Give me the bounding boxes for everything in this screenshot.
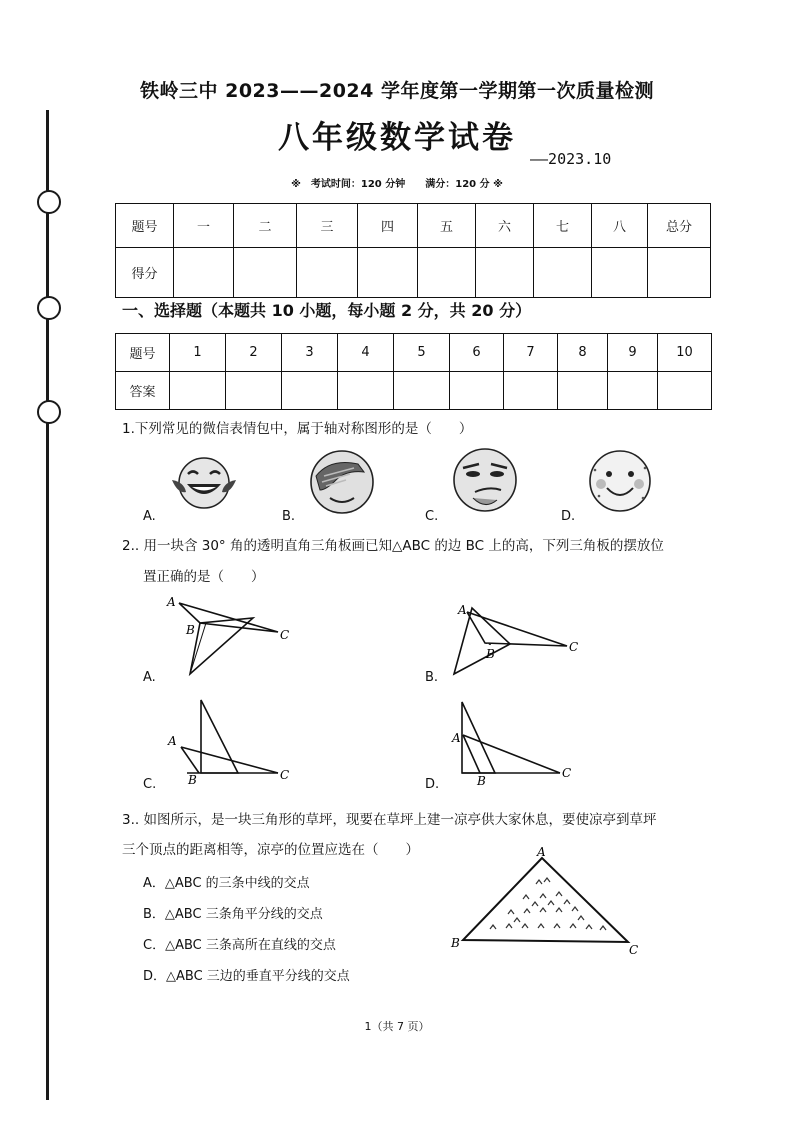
answer-header-cell: 8 — [558, 334, 608, 372]
answer-entry-cell[interactable] — [658, 372, 712, 410]
answer-header-cell: 2 — [226, 334, 282, 372]
figure-label-b: B — [188, 773, 197, 785]
score-header-cell: 六 — [476, 204, 534, 248]
emoji-laughing-icon — [168, 452, 240, 514]
answer-entry-cell[interactable] — [504, 372, 558, 410]
score-header-cell: 一 — [174, 204, 234, 248]
answer-header-cell: 1 — [170, 334, 226, 372]
binding-hole — [37, 296, 61, 320]
score-header-cell: 总分 — [648, 204, 711, 248]
binding-hole — [37, 400, 61, 424]
exam-info: ※ 考试时间：120 分钟 满分：120 分 ※ — [291, 179, 503, 190]
figure-label-b: B — [477, 774, 486, 787]
q3-option-a: A．△ABC 的三条中线的交点 — [143, 876, 310, 891]
figure-label-a: A — [168, 734, 177, 748]
emoji-facepalm-icon — [306, 446, 378, 518]
answer-header-cell: 题号 — [116, 334, 170, 372]
q1-option-c-label: C. — [425, 509, 439, 524]
score-header-cell: 八 — [592, 204, 648, 248]
score-entry-cell[interactable] — [648, 248, 711, 298]
score-entry-cell[interactable] — [418, 248, 476, 298]
question-3-line2: 三个顶点的距离相等，凉亭的位置应选在（ ） — [122, 842, 419, 858]
q2-option-d-label: D. — [425, 777, 440, 792]
score-header-cell: 题号 — [116, 204, 174, 248]
score-entry-cell[interactable] — [297, 248, 358, 298]
answer-entry-cell[interactable] — [226, 372, 282, 410]
q1-option-b-label: B. — [282, 509, 296, 524]
score-entry-cell[interactable] — [534, 248, 592, 298]
school-exam-line: 铁岭三中 2023——2024 学年度第一学期第一次质量检测 — [140, 80, 654, 102]
figure-label-c: C — [280, 768, 290, 782]
q2-option-b-label: B. — [425, 670, 439, 685]
figure-label-a: A — [452, 731, 461, 745]
score-header-cell: 七 — [534, 204, 592, 248]
figure-label-a: A — [537, 845, 546, 859]
question-2-line2: 置正确的是（ ） — [143, 569, 265, 585]
binding-hole — [37, 190, 61, 214]
figure-label-c: C — [629, 943, 639, 957]
emoji-smile-icon — [585, 446, 655, 516]
page-number: 1（共 7 页） — [364, 1020, 430, 1033]
q3-option-d: D．△ABC 三边的垂直平分线的交点 — [143, 969, 350, 984]
score-entry-cell[interactable] — [592, 248, 648, 298]
figure-label-c: C — [280, 628, 290, 642]
score-table — [115, 203, 711, 298]
figure-label-c: C — [569, 640, 579, 654]
answer-entry-cell[interactable] — [394, 372, 450, 410]
answer-header-cell: 4 — [338, 334, 394, 372]
q2-figure-b — [452, 600, 592, 680]
score-entry-cell[interactable] — [234, 248, 297, 298]
exam-title: 八年级数学试卷 — [278, 120, 516, 156]
binding-line — [46, 110, 49, 1100]
score-entry-cell[interactable] — [174, 248, 234, 298]
section-heading: 一、选择题（本题共 10 小题，每小题 2 分，共 20 分） — [122, 301, 532, 320]
exam-date: ——2023.10 — [530, 150, 612, 168]
question-3-line1: 3.. 如图所示，是一块三角形的草坪，现要在草坪上建一凉亭供大家休息，要使凉亭到草坪 — [122, 812, 657, 828]
answer-header-cell: 7 — [504, 334, 558, 372]
q2-figure-a — [158, 590, 308, 680]
q3-lawn-figure — [448, 844, 648, 964]
answer-entry-cell[interactable] — [558, 372, 608, 410]
q2-option-c-label: C. — [143, 777, 157, 792]
question-1-text: 1.下列常见的微信表情包中，属于轴对称图形的是（ ） — [122, 421, 473, 437]
answer-header-cell: 3 — [282, 334, 338, 372]
figure-label-a: A — [458, 603, 467, 617]
score-header-cell: 五 — [418, 204, 476, 248]
q1-option-d-label: D. — [561, 509, 576, 524]
question-2-line1: 2.. 用一块含 30° 角的透明直角三角板画已知△ABC 的边 BC 上的高，下列三角板的摆放位 — [122, 538, 664, 554]
answer-table — [115, 333, 712, 410]
figure-label-a: A — [167, 595, 176, 609]
q3-option-c: C．△ABC 三条高所在直线的交点 — [143, 938, 336, 953]
figure-label-b: B — [451, 936, 460, 950]
q2-figure-c — [158, 695, 308, 785]
score-header-cell: 三 — [297, 204, 358, 248]
answer-header-cell: 10 — [658, 334, 712, 372]
answer-entry-cell[interactable] — [170, 372, 226, 410]
q2-figure-d — [450, 697, 590, 787]
score-entry-cell[interactable] — [358, 248, 418, 298]
answer-entry-cell[interactable] — [338, 372, 394, 410]
answer-entry-cell[interactable] — [450, 372, 504, 410]
answer-header-cell: 6 — [450, 334, 504, 372]
q3-option-b: B．△ABC 三条角平分线的交点 — [143, 907, 323, 922]
answer-entry-cell[interactable] — [282, 372, 338, 410]
answer-entry-cell[interactable] — [608, 372, 658, 410]
q2-option-a-label: A. — [143, 670, 156, 685]
figure-label-c: C — [562, 766, 572, 780]
answer-header-cell: 9 — [608, 334, 658, 372]
figure-label-b: B — [486, 647, 495, 661]
score-header-cell: 二 — [234, 204, 297, 248]
answer-header-cell: 5 — [394, 334, 450, 372]
q1-option-a-label: A. — [143, 509, 156, 524]
answer-row-label: 答案 — [116, 372, 170, 410]
score-header-cell: 四 — [358, 204, 418, 248]
score-entry-cell[interactable] — [476, 248, 534, 298]
score-row-label: 得分 — [116, 248, 174, 298]
figure-label-b: B — [186, 623, 195, 637]
emoji-smirk-icon — [449, 444, 521, 516]
